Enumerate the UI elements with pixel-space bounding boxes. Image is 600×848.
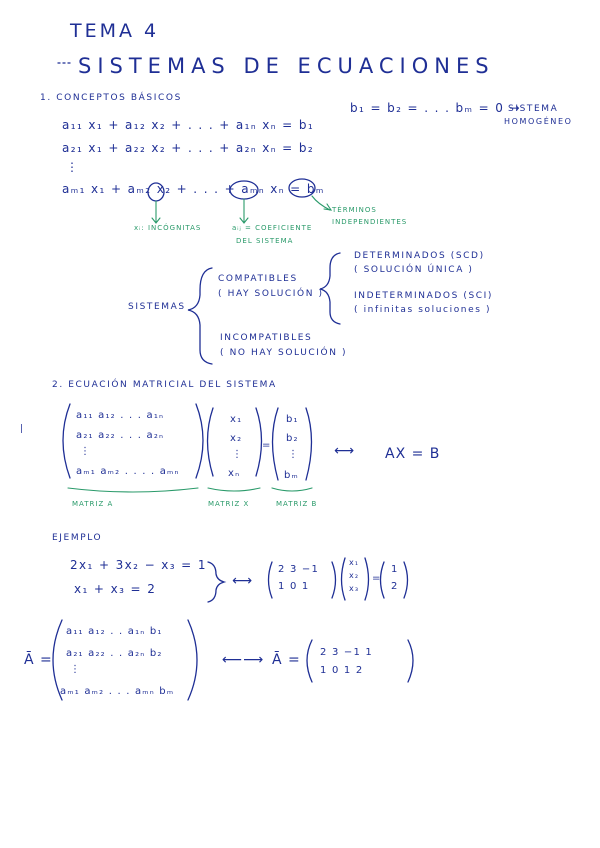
augmented-row-4: aₘ₁ aₘ₂ . . . aₘₙ bₘ xyxy=(60,686,175,697)
note-incognitas: xᵢ: INCÓGNITAS xyxy=(134,224,202,232)
example-matrix-row-1: 2 3 −1 xyxy=(278,564,320,575)
example-equation-2: x₁ + x₃ = 2 xyxy=(74,582,157,596)
compatibles-label: COMPATIBLES xyxy=(218,274,298,284)
augmented-example-label: Ā = xyxy=(272,652,301,668)
equation-dots: ⋮ xyxy=(66,160,80,174)
augmented-arrow: ⟵⟶ xyxy=(222,652,265,668)
matrix-a-row-1: a₁₁ a₁₂ . . . a₁ₙ xyxy=(76,410,165,421)
example-vector-x1: x₁ xyxy=(349,558,360,567)
note-terminos-2: INDEPENDIENTES xyxy=(332,218,408,226)
section2-heading: 2. ECUACIÓN MATRICIAL DEL SISTEMA xyxy=(52,380,277,390)
equation-row-m: aₘ₁ x₁ + aₘ₂ x₂ + . . . + aₘₙ xₙ = bₘ xyxy=(62,182,325,196)
example-heading: EJEMPLO xyxy=(52,533,103,543)
example-equals: = xyxy=(372,573,382,584)
augmented-row-3: ⋮ xyxy=(70,664,82,675)
note-coeficiente-1: aᵢⱼ = COEFICIENTE xyxy=(232,224,313,232)
equivalence-arrow: ⟷ xyxy=(334,443,356,459)
example-vector-x3: x₃ xyxy=(349,584,360,593)
label-matriz-a: MATRIZ A xyxy=(72,500,114,508)
label-matriz-x: MATRIZ X xyxy=(208,500,250,508)
matrix-x-row-2: x₂ xyxy=(230,433,243,444)
incompatibles-label: INCOMPATIBLES xyxy=(220,333,313,343)
augmented-example-row-1: 2 3 −1 1 xyxy=(320,647,373,658)
note-terminos-1: TÉRMINOS xyxy=(332,206,377,214)
matrix-b-row-1: b₁ xyxy=(286,414,299,425)
augmented-example-row-2: 1 0 1 2 xyxy=(320,665,364,676)
example-vector-x2: x₂ xyxy=(349,571,360,580)
matrix-a-row-4: aₘ₁ aₘ₂ . . . . aₘₙ xyxy=(76,466,180,477)
indeterminados-note: ( infinitas soluciones ) xyxy=(354,305,492,315)
matrix-x-row-1: x₁ xyxy=(230,414,243,425)
homogeneous-label-1: SISTEMA xyxy=(508,104,559,114)
matrix-a-row-3: ⋮ xyxy=(80,446,92,457)
note-coeficiente-2: DEL SISTEMA xyxy=(236,237,294,245)
example-equation-1: 2x₁ + 3x₂ − x₃ = 1 xyxy=(70,558,207,572)
incompatibles-note: ( NO HAY SOLUCIÓN ) xyxy=(220,348,348,358)
augmented-label: Ā = xyxy=(24,652,53,668)
matrix-a-row-2: a₂₁ a₂₂ . . . a₂ₙ xyxy=(76,430,165,441)
homogeneous-condition: b₁ = b₂ = . . . bₘ = 0 → xyxy=(350,101,521,115)
example-result-2: 2 xyxy=(391,581,399,592)
example-result-1: 1 xyxy=(391,564,399,575)
equation-row-1: a₁₁ x₁ + a₁₂ x₂ + . . . + a₁ₙ xₙ = b₁ xyxy=(62,118,315,132)
label-matriz-b: MATRIZ B xyxy=(276,500,318,508)
example-matrix-row-2: 1 0 1 xyxy=(278,581,310,592)
augmented-row-2: a₂₁ a₂₂ . . a₂ₙ b₂ xyxy=(66,648,163,659)
matrix-equals: = xyxy=(262,440,272,451)
page-title: TEMA 4 xyxy=(70,20,160,42)
determinados-label: DETERMINADOS (SCD) xyxy=(354,251,485,261)
matrix-x-row-3: ⋮ xyxy=(232,449,244,460)
matrix-x-row-4: xₙ xyxy=(228,468,241,479)
classification-root: SISTEMAS xyxy=(128,302,186,312)
matrix-b-row-3: ⋮ xyxy=(288,449,300,460)
compatibles-note: ( HAY SOLUCIÓN ) xyxy=(218,289,324,299)
augmented-row-1: a₁₁ a₁₂ . . a₁ₙ b₁ xyxy=(66,626,163,637)
equation-row-2: a₂₁ x₁ + a₂₂ x₂ + . . . + a₂ₙ xₙ = b₂ xyxy=(62,141,315,155)
determinados-note: ( SOLUCIÓN ÚNICA ) xyxy=(354,265,474,275)
matrix-b-row-2: b₂ xyxy=(286,433,299,444)
section1-heading: 1. CONCEPTOS BÁSICOS xyxy=(40,93,182,103)
compact-equation: AX = B xyxy=(385,446,441,462)
example-arrow: ⟷ xyxy=(232,573,254,589)
indeterminados-label: INDETERMINADOS (SCI) xyxy=(354,291,494,301)
matrix-b-row-4: bₘ xyxy=(284,470,299,481)
page-subtitle: SISTEMAS DE ECUACIONES xyxy=(78,54,495,78)
margin-mark: | xyxy=(20,424,25,434)
homogeneous-label-2: HOMOGÉNEO xyxy=(504,117,573,126)
